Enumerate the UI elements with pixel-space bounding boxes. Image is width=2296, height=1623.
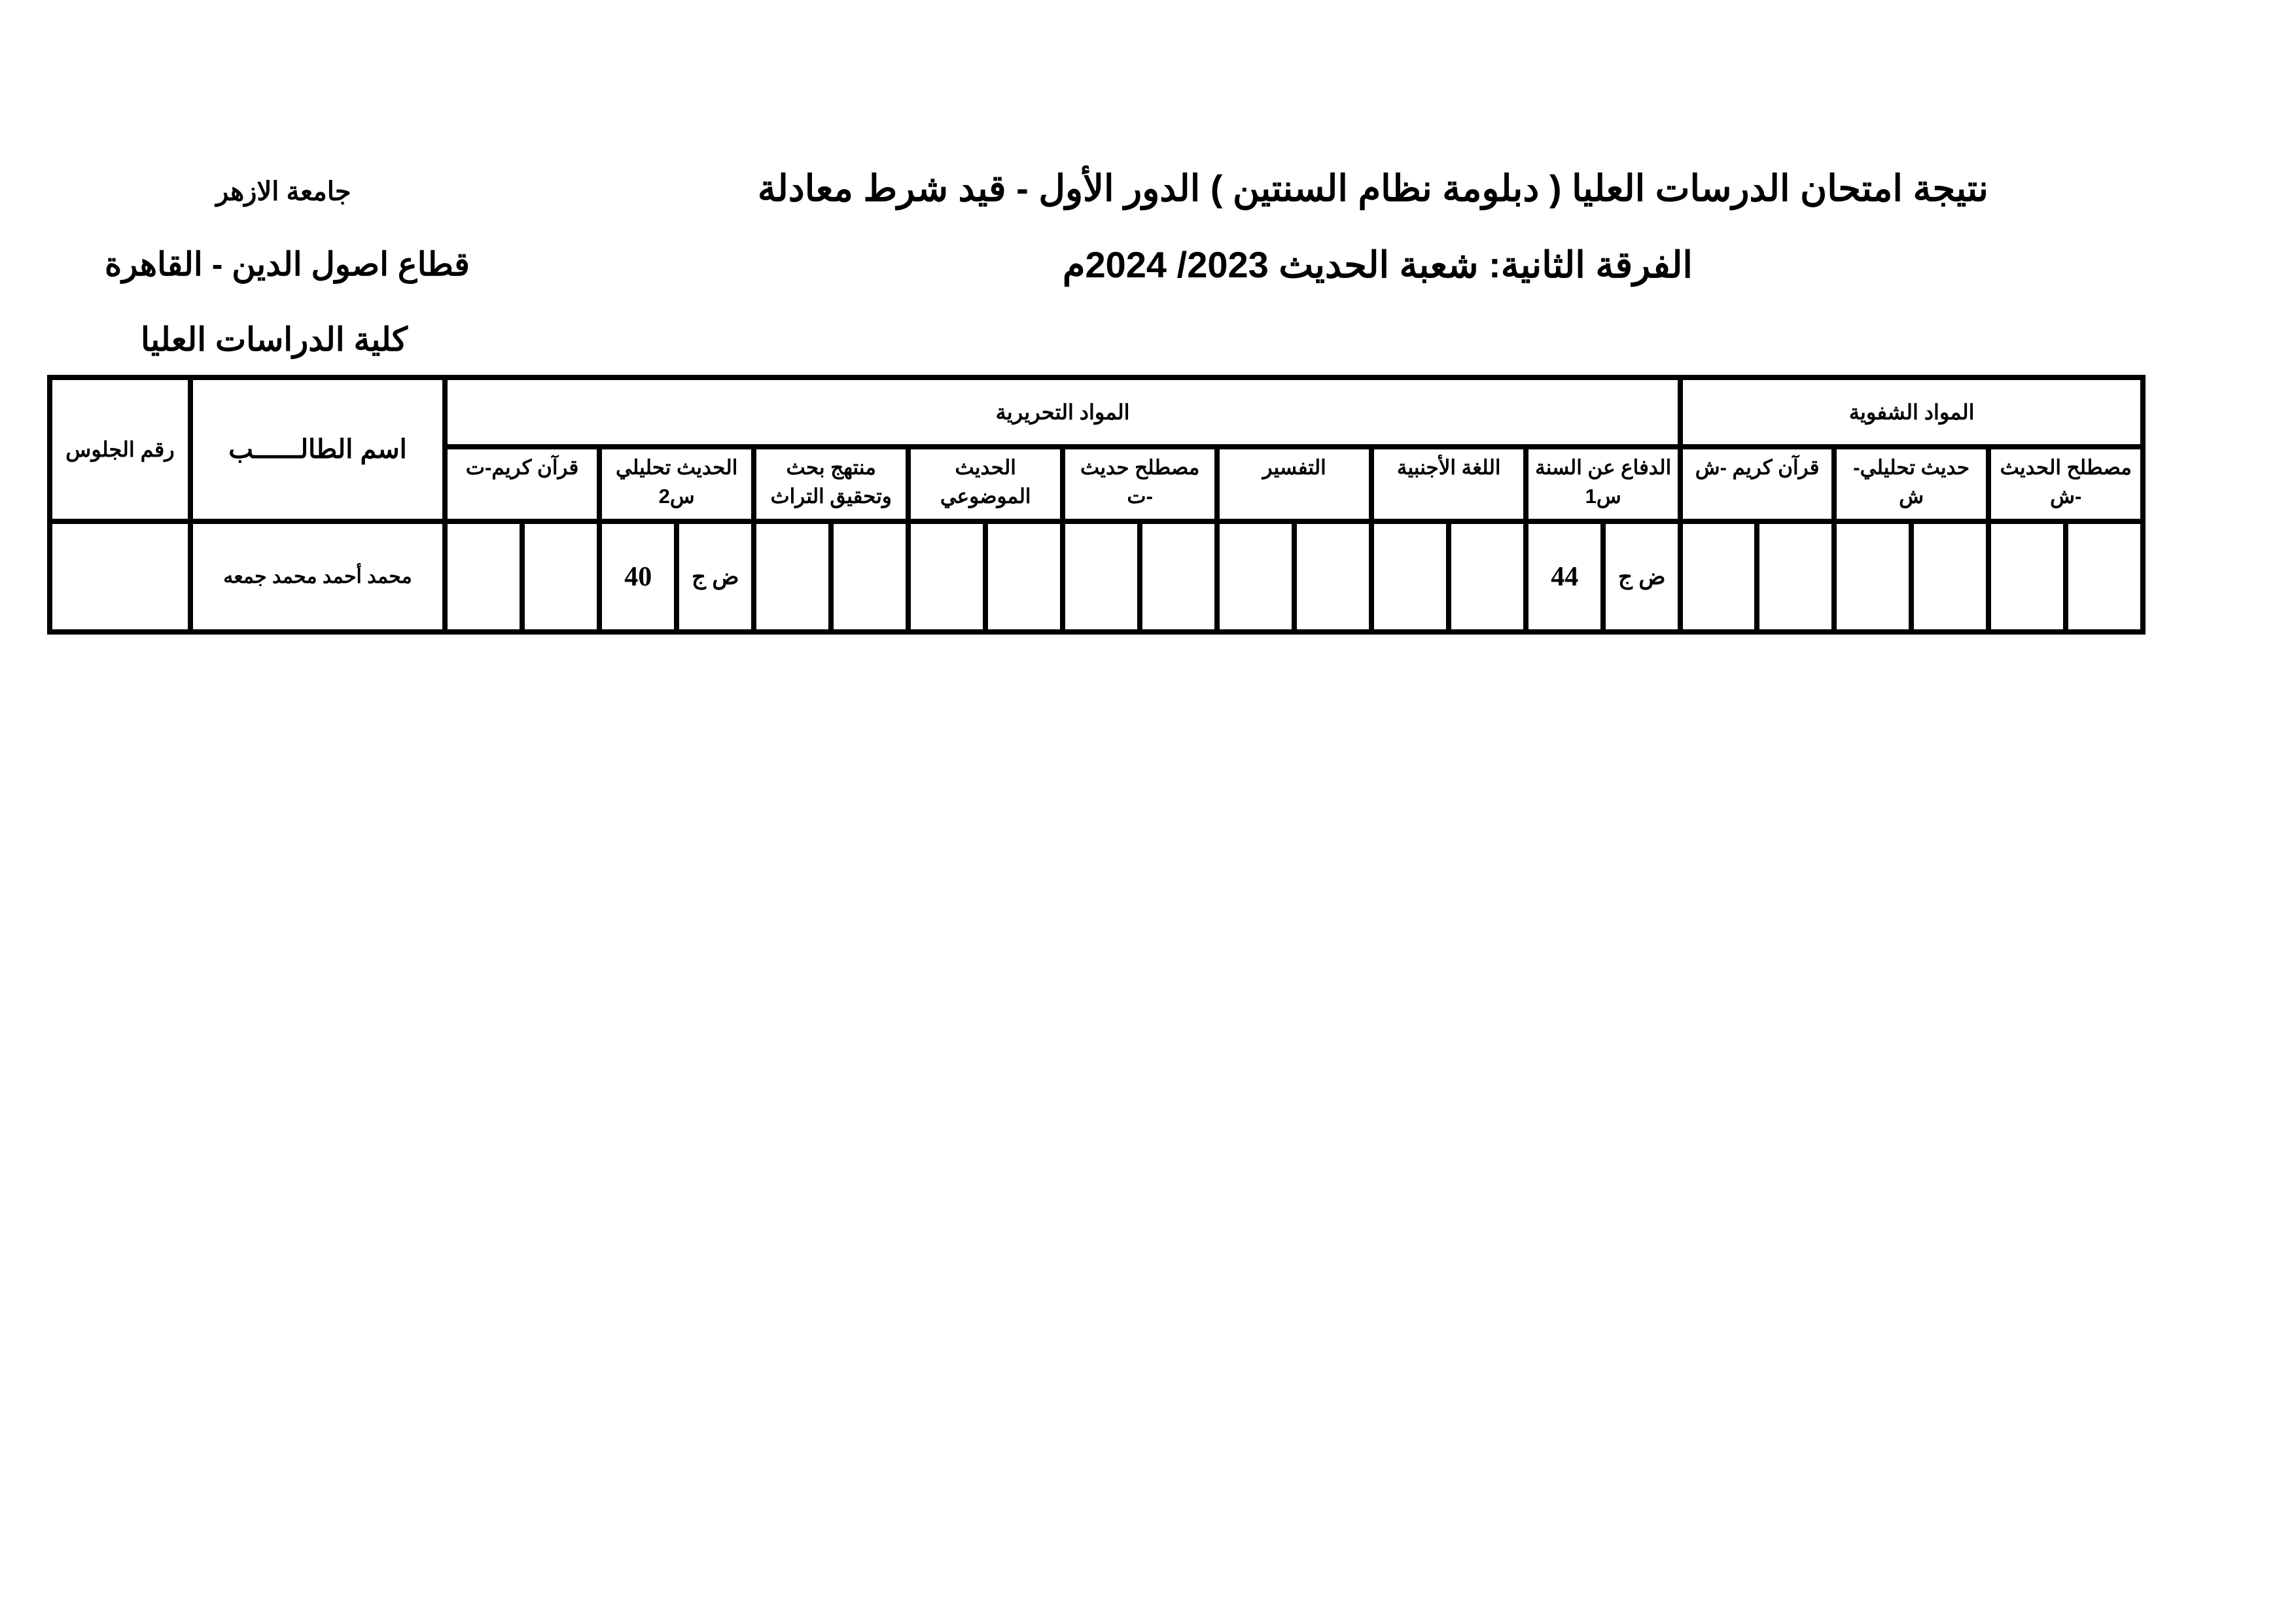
seat-number-header: رقم الجلوس: [50, 377, 190, 521]
grade-cell: [985, 521, 1063, 632]
score-cell: [1063, 521, 1140, 632]
score-cell: [1371, 521, 1449, 632]
subject-header: حديث تحليلي- ش: [1834, 447, 1988, 521]
table-row: [50, 521, 2143, 632]
subject-header: اللغة الأجنبية: [1371, 447, 1526, 521]
score-cell: [1834, 521, 1911, 632]
grade-cell: [1449, 521, 1526, 632]
subject-header: التفسير: [1217, 447, 1371, 521]
grade-cell: [1294, 521, 1371, 632]
grade-cell: [522, 521, 599, 632]
grade-cell: ض ج: [677, 521, 754, 632]
college-name: كلية الدراسات العليا: [141, 321, 408, 358]
subject-header: منتهج بحث وتحقيق التراث: [754, 447, 908, 521]
grade-cell: [1911, 521, 1988, 632]
subject-header: مصطلح حديث -ت: [1063, 447, 1217, 521]
subject-header: الدفاع عن السنة س1: [1526, 447, 1680, 521]
sector-name: قطاع اصول الدين - القاهرة: [105, 246, 470, 283]
subject-header: مصطلح الحديث -ش: [1988, 447, 2143, 521]
oral-subjects-group-header: المواد الشفوية: [1680, 377, 2143, 447]
grade-cell: [1757, 521, 1834, 632]
score-cell: [908, 521, 985, 632]
student-name-header: اسم الطالــــــب: [190, 377, 445, 521]
grade-cell: [2066, 521, 2143, 632]
score-cell: 40: [599, 521, 677, 632]
subject-header: الحديث تحليلي س2: [599, 447, 754, 521]
university-name: جامعة الازهر: [216, 177, 351, 206]
written-subjects-group-header: المواد التحريرية: [445, 377, 1680, 447]
score-cell: [1988, 521, 2066, 632]
seat-number: [50, 521, 190, 632]
score-cell: [754, 521, 831, 632]
score-cell: 44: [1526, 521, 1603, 632]
student-name: محمد أحمد محمد جمعه: [190, 521, 445, 632]
grade-cell: [1140, 521, 1217, 632]
grade-cell: [831, 521, 908, 632]
subject-header: الحديث الموضوعي: [908, 447, 1063, 521]
score-cell: [1217, 521, 1294, 632]
subject-header: قرآن كريم -ش: [1680, 447, 1834, 521]
results-table: [47, 375, 2146, 635]
score-cell: [1680, 521, 1757, 632]
report-subtitle: الفرقة الثانية: شعبة الحديث 2023/ 2024م: [1062, 244, 1693, 285]
subject-header: قرآن كريم-ت: [445, 447, 599, 521]
grade-cell: ض ج: [1603, 521, 1680, 632]
report-title: نتيجة امتحان الدرسات العليا ( دبلومة نظام السنتين ) الدور الأول - قيد شرط معادلة: [757, 167, 1988, 209]
score-cell: [445, 521, 522, 632]
